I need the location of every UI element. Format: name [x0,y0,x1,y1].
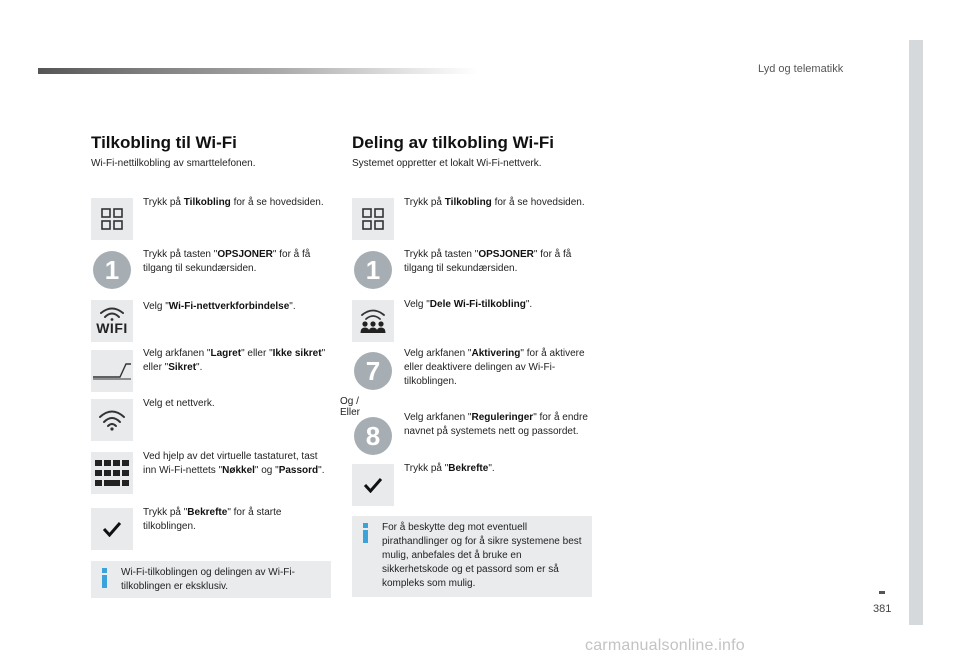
step-text: Velg "Dele Wi-Fi-tilkobling". [404,299,533,310]
page-number: 381 [873,603,892,615]
step-number-1: 1 [91,249,133,291]
step-text: Trykk på "Bekrefte". [404,463,495,474]
og-eller-text: Og / Eller [340,396,361,418]
chapter-title: Lyd og telematikk [758,63,844,75]
step-text: Trykk på tasten "OPSJONER" for å få tilgang til sekundærsiden. [404,249,572,274]
step-number-8: 8 [352,415,394,457]
step-text: Velg arkfanen "Reguleringer" for å endre navnet på systemets nett og passordet. [404,412,588,437]
section-title-wifi: Tilkobling til Wi-Fi [91,133,237,152]
page-edge-strip [909,40,923,625]
wifi-label-icon: WIFI [91,300,133,342]
wifi-share-icon [352,300,394,342]
section-title-wifi-sharing: Deling av tilkobling Wi-Fi [352,133,554,152]
info-box: For å beskytte deg mot eventuell pirathandlinger og for å sikre systemene best mulig, anbefales det å bruke en sikkerhetskode og et passord som er så kompleks som mulig. [352,516,592,597]
check-icon [91,508,133,550]
step-text: Velg arkfanen "Lagret" eller "Ikke sikret" eller "Sikret". [143,348,326,373]
step-number-7: 7 [352,350,394,392]
watermark: carmanualsonline.info [585,637,745,654]
apps-grid-icon [91,198,133,240]
info-icon [102,568,108,588]
step-text: Trykk på "Bekrefte" for å starte tilkoblingen. [143,507,282,532]
header-gradient-bar [38,68,478,74]
step-text: Trykk på tasten "OPSJONER" for å få tilgang til sekundærsiden. [143,249,311,274]
page-number-marker [879,591,885,594]
wifi-icon [91,399,133,441]
check-icon [352,464,394,506]
keyboard-icon [91,452,133,494]
step-text: Velg arkfanen "Aktivering" for å aktivere eller deaktivere delingen av Wi-Fi-tilkoblingen. [404,348,585,387]
info-icon [363,523,369,543]
section-subtitle-wifi-sharing: Systemet oppretter et lokalt Wi-Fi-nettverk. [352,158,542,169]
info-box: Wi-Fi-tilkoblingen og delingen av Wi-Fi-tilkoblingen er eksklusiv. [91,561,331,598]
folder-tab-icon [91,350,133,392]
step-number-1: 1 [352,249,394,291]
step-text: Trykk på Tilkobling for å se hovedsiden. [404,197,585,208]
step-text: Velg "Wi-Fi-nettverkforbindelse". [143,301,296,312]
section-subtitle-wifi: Wi-Fi-nettilkobling av smarttelefonen. [91,158,256,169]
apps-grid-icon [352,198,394,240]
step-text: Velg et nettverk. [143,398,215,409]
step-text: Ved hjelp av det virtuelle tastaturet, tast inn Wi-Fi-nettets "Nøkkel" og "Passord". [143,451,325,476]
step-text: Trykk på Tilkobling for å se hovedsiden. [143,197,324,208]
